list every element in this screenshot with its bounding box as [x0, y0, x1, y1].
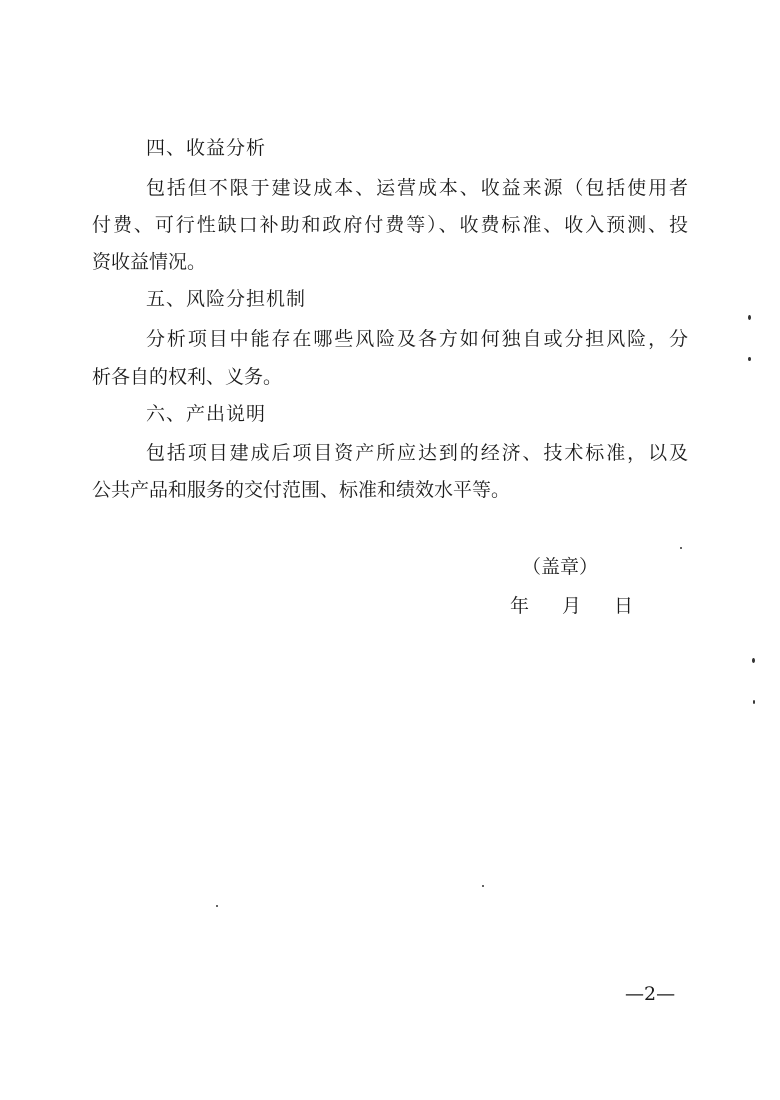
seal-label: （盖章） — [522, 556, 599, 578]
paragraph-line: 包括但不限于建设成本、运营成本、收益来源（包括使用者 — [146, 177, 688, 199]
scan-speck — [680, 547, 682, 549]
scan-speck — [752, 658, 755, 663]
paragraph-line: 分析项目中能存在哪些风险及各方如何独自或分担风险，分 — [146, 328, 688, 350]
scan-speck — [216, 905, 218, 907]
paragraph-line: 包括项目建成后项目资产所应达到的经济、技术标准，以及 — [146, 442, 688, 464]
scan-speck — [753, 700, 755, 704]
paragraph-line: 析各自的权利、义务。 — [92, 366, 283, 388]
section-heading-output-description: 六、产出说明 — [146, 403, 267, 425]
date-month-label: 月 — [562, 595, 582, 617]
paragraph-line: 资收益情况。 — [92, 251, 207, 273]
page-number: —2— — [625, 983, 676, 1005]
scan-speck — [482, 885, 484, 887]
scan-speck — [748, 315, 751, 320]
section-heading-revenue-analysis: 四、收益分析 — [146, 137, 267, 159]
scan-speck — [748, 357, 751, 361]
date-day-label: 日 — [614, 595, 634, 617]
paragraph-line: 公共产品和服务的交付范围、标准和绩效水平等。 — [92, 479, 511, 501]
paragraph-line: 付费、可行性缺口补助和政府付费等）、收费标准、收入预测、投 — [92, 214, 688, 236]
date-year-label: 年 — [510, 595, 530, 617]
section-heading-risk-sharing: 五、风险分担机制 — [146, 288, 307, 310]
